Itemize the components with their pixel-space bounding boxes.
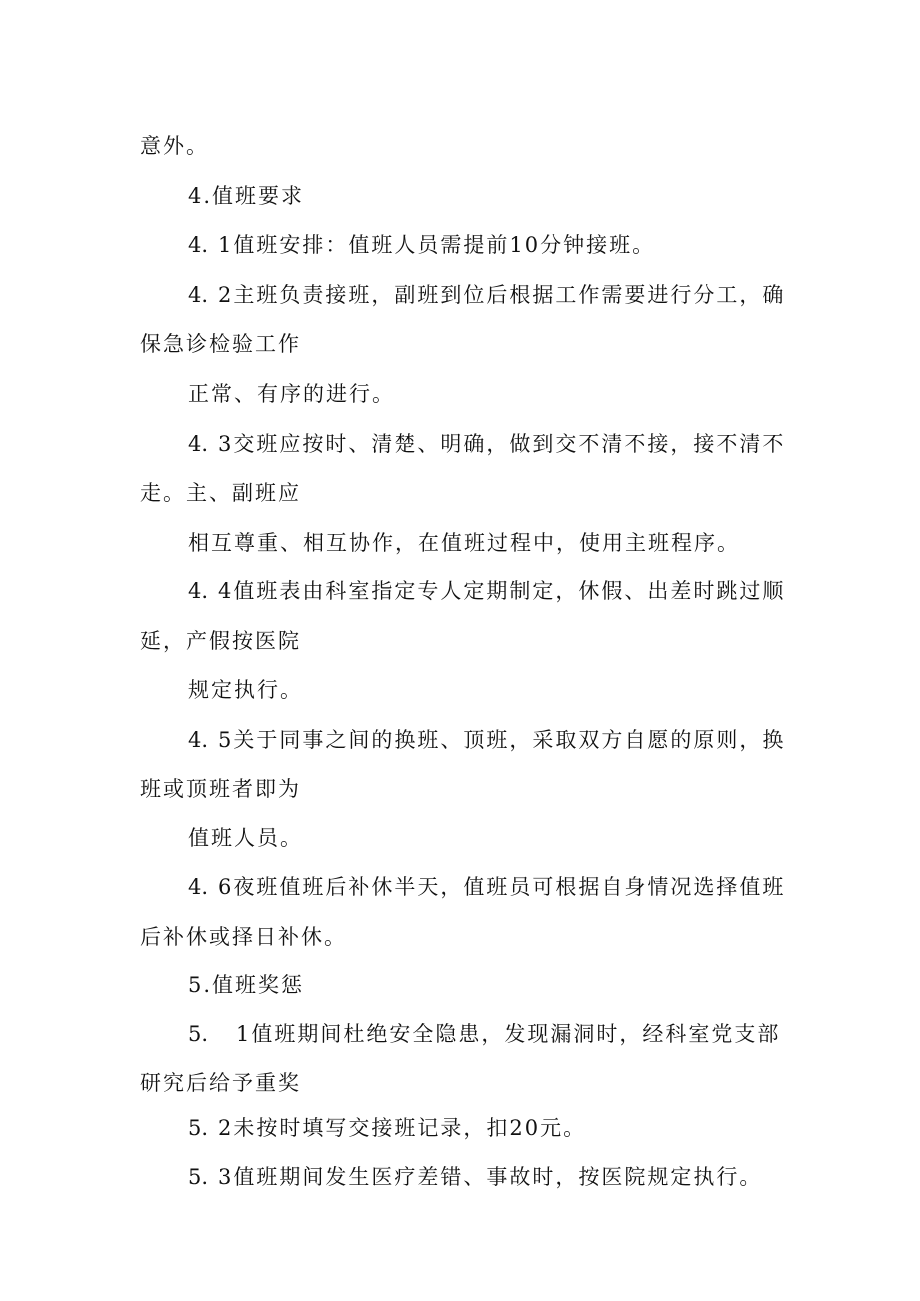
list-item bbox=[188, 429, 785, 459]
text-span: 规定执行。 bbox=[188, 678, 303, 702]
text-span: 研究后给予重奖 bbox=[140, 1071, 301, 1095]
text-span: 4.值班要求 bbox=[188, 184, 305, 208]
item-number: 4. bbox=[188, 728, 209, 752]
text-span: 6夜班值班后补休半天，值班员可根据自身情况选择值班 bbox=[218, 875, 786, 899]
text-line bbox=[188, 528, 740, 558]
list-item bbox=[188, 576, 785, 606]
text-line bbox=[140, 478, 301, 508]
item-number: 5. bbox=[188, 1116, 209, 1140]
text-span: 走。主、副班应 bbox=[140, 481, 301, 505]
list-item bbox=[188, 280, 785, 310]
list-item bbox=[188, 1113, 586, 1143]
text-span: 正常、有序的进行。 bbox=[188, 382, 395, 406]
text-line bbox=[140, 626, 301, 656]
text-line bbox=[140, 922, 347, 952]
text-span: 意外。 bbox=[140, 134, 209, 158]
text-span: 2主班负责接班，副班到位后根据工作需要进行分工，确 bbox=[218, 283, 786, 307]
text-line bbox=[188, 823, 303, 853]
text-span: 3值班期间发生医疗差错、事故时，按医院规定执行。 bbox=[218, 1165, 763, 1189]
text-line bbox=[140, 774, 301, 804]
text-span: 保急诊检验工作 bbox=[140, 332, 301, 356]
text-line bbox=[188, 379, 395, 409]
text-span: 延，产假按医院 bbox=[140, 629, 301, 653]
text-span: 后补休或择日补休。 bbox=[140, 925, 347, 949]
list-item bbox=[188, 1019, 780, 1049]
text-span: 4值班表由科室指定专人定期制定，休假、出差时跳过顺 bbox=[218, 579, 786, 603]
text-line bbox=[140, 131, 209, 161]
list-item bbox=[188, 230, 655, 260]
text-span: 相互尊重、相互协作，在值班过程中，使用主班程序。 bbox=[188, 531, 740, 555]
section-heading bbox=[188, 970, 304, 1000]
text-line bbox=[140, 1068, 301, 1098]
text-line bbox=[140, 329, 301, 359]
text-span: 1值班安排：值班人员需提前10分钟接班。 bbox=[218, 233, 656, 257]
text-span: 值班人员。 bbox=[188, 826, 303, 850]
text-span: 3交班应按时、清楚、明确，做到交不清不接，接不清不 bbox=[218, 432, 786, 456]
item-number: 5. bbox=[188, 1165, 209, 1189]
text-span: 班或顶班者即为 bbox=[140, 777, 301, 801]
text-span: 5关于同事之间的换班、顶班，采取双方自愿的原则，换 bbox=[218, 728, 786, 752]
text-span: 5.值班奖惩 bbox=[188, 973, 305, 997]
text-line bbox=[188, 675, 303, 705]
item-number: 4. bbox=[188, 233, 209, 257]
section-heading bbox=[188, 181, 304, 211]
list-item bbox=[188, 1162, 762, 1192]
text-span: 1值班期间杜绝安全隐患，发现漏洞时，经科室党支部 bbox=[236, 1022, 781, 1046]
item-number: 4. bbox=[188, 432, 209, 456]
item-number: 5. bbox=[188, 1022, 209, 1046]
item-number: 4. bbox=[188, 283, 209, 307]
item-number: 4. bbox=[188, 579, 209, 603]
list-item bbox=[188, 725, 785, 755]
text-span: 2未按时填写交接班记录，扣20元。 bbox=[218, 1116, 587, 1140]
item-number: 4. bbox=[188, 875, 209, 899]
list-item bbox=[188, 872, 785, 902]
